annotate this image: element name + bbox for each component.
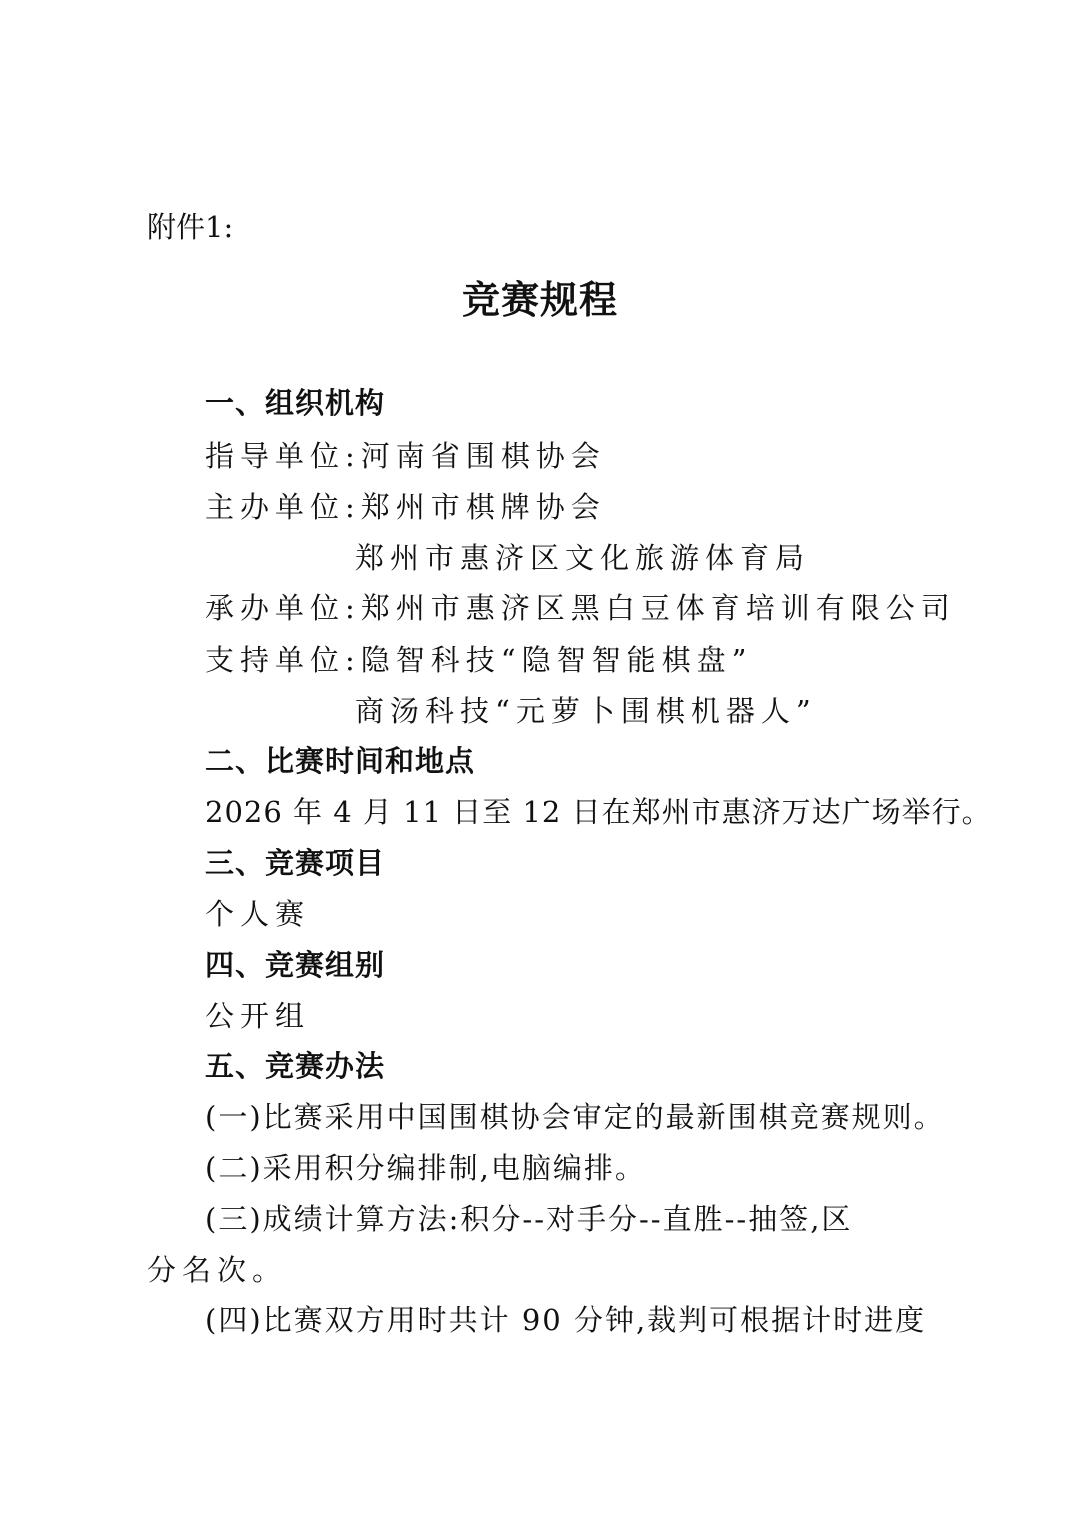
guiding-unit-line: 指导单位:河南省围棋协会 [205, 439, 606, 473]
attachment-label: 附件1: [147, 210, 234, 244]
method-item-3: (三)成绩计算方法:积分--对手分--直胜--抽签,区 [205, 1202, 853, 1236]
support-unit-line-2: 商汤科技“元萝卜围棋机器人” [355, 694, 817, 728]
section-heading-time-place: 二、比赛时间和地点 [205, 744, 476, 778]
method-item-1: (一)比赛采用中国围棋协会审定的最新围棋竞赛规则。 [205, 1100, 945, 1134]
method-item-4: (四)比赛双方用时共计 90 分钟,裁判可根据计时进度 [205, 1303, 927, 1337]
events-text: 个人赛 [205, 897, 311, 931]
method-item-2: (二)采用积分编排制,电脑编排。 [205, 1151, 646, 1185]
document-title: 竞赛规程 [461, 278, 618, 322]
method-item-3-continued: 分名次。 [147, 1253, 288, 1287]
organizer-unit-line: 承办单位:郑州市惠济区黑白豆体育培训有限公司 [205, 591, 956, 625]
host-unit-line-2: 郑州市惠济区文化旅游体育局 [355, 541, 811, 575]
groups-text: 公开组 [205, 999, 311, 1033]
section-heading-organization: 一、组织机构 [205, 386, 386, 420]
section-heading-events: 三、竞赛项目 [205, 846, 386, 880]
host-unit-line: 主办单位:郑州市棋牌协会 [205, 490, 606, 524]
time-place-text: 2026 年 4 月 11 日至 12 日在郑州市惠济万达广场举行。 [205, 795, 992, 829]
support-unit-line: 支持单位:隐智科技“隐智智能棋盘” [205, 643, 753, 677]
section-heading-groups: 四、竞赛组别 [205, 948, 386, 982]
section-heading-methods: 五、竞赛办法 [205, 1049, 386, 1083]
